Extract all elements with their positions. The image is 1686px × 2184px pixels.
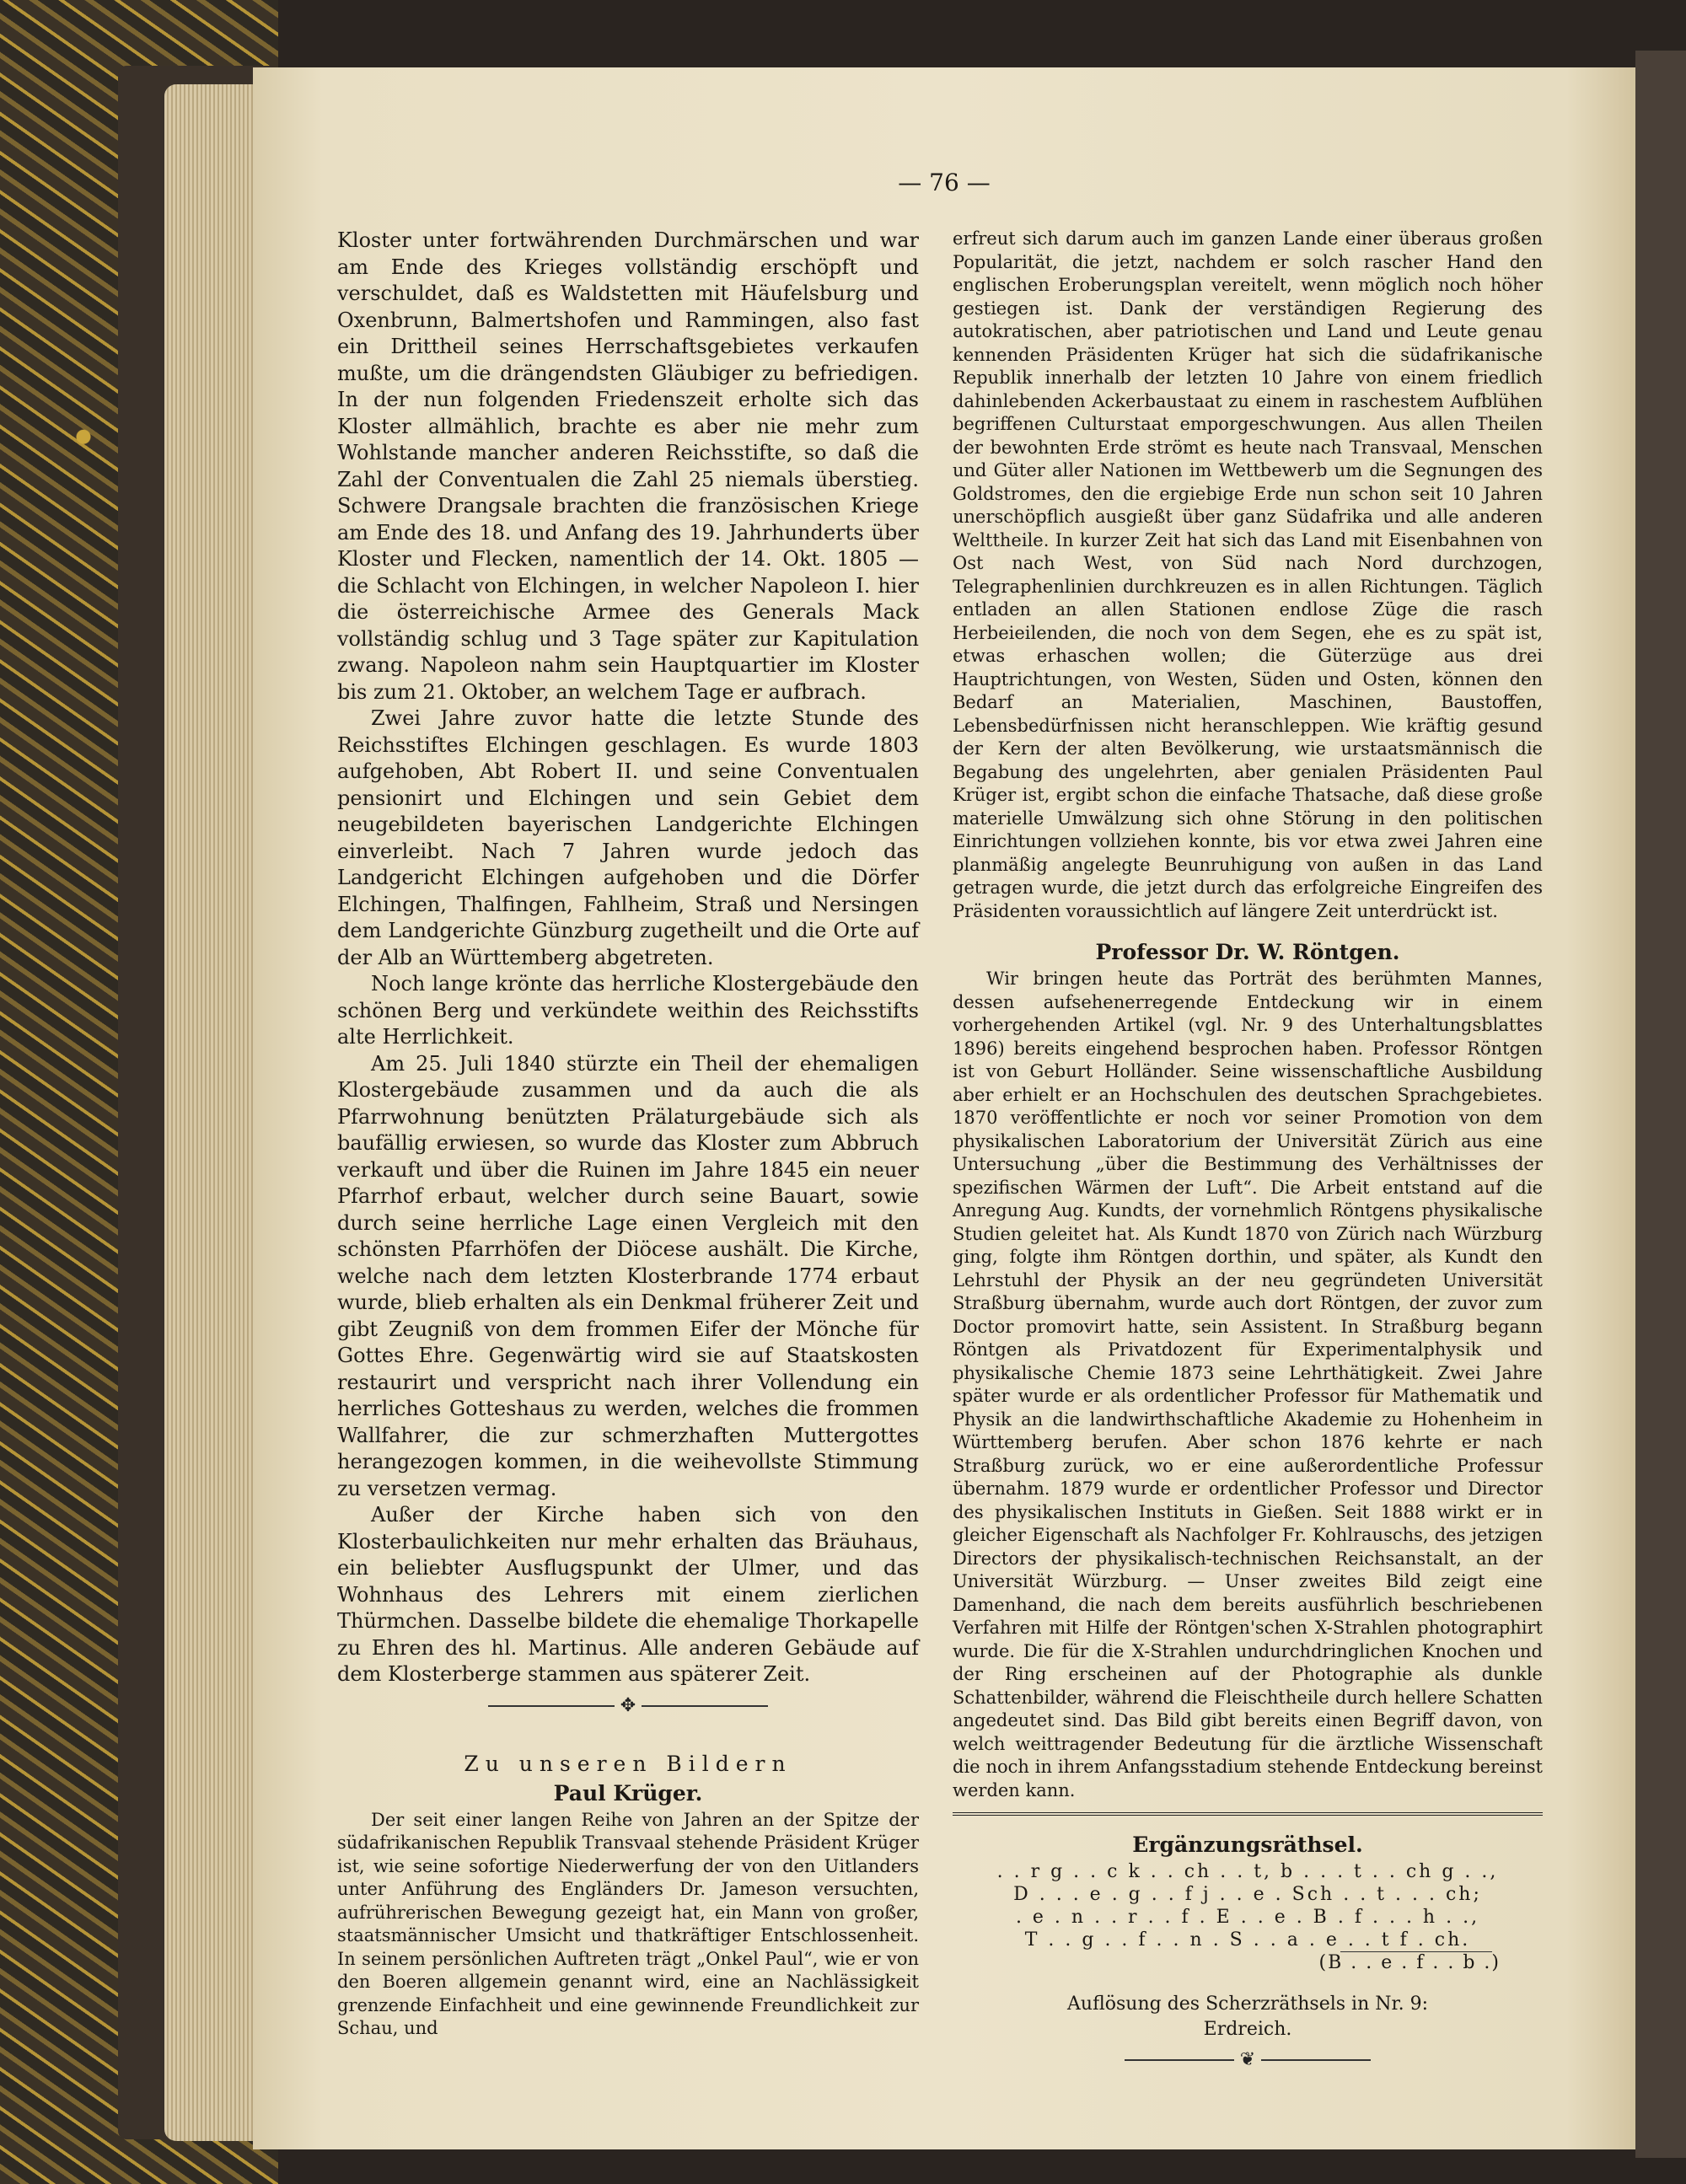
paragraph: Außer der Kirche haben sich von den Klosterbaulichkeiten nur mehr erhalten das Bräuhaus, ein beliebter Ausflugspunkt der Ulmer, und das Wohnhaus des Lehrers mit einem zierlichen Thürmchen. Dasselbe bildete die ehemalige Thorkapelle zu Ehren des hl. Martinus. Alle anderen Gebäude auf dem Klosterberge stammen aus späterer Zeit. (337, 1503, 919, 1686)
double-rule (953, 1812, 1543, 1816)
right-column (953, 228, 1543, 2077)
puzzle-line: . . r g . . c k . . ch . . t, b . . . t . . ch g . ., (996, 1861, 1499, 1882)
ornament-divider: ❦ (953, 2049, 1543, 2070)
article-heading: Professor Dr. W. Röntgen. (1095, 940, 1400, 964)
puzzle-line: T . . g . . f . . n . S . . a . e . . t f . ch. (1024, 1929, 1471, 1951)
puzzle-heading: Ergänzungsräthsel. (1132, 1833, 1363, 1857)
facing-page-edge (1635, 51, 1686, 2158)
puzzle-line: D . . . e . g . . f j . . e . Sch . . t . . . ch; (1013, 1884, 1482, 1905)
solution-label: Auflösung des Scherzräthsels in Nr. 9: (1067, 1994, 1428, 2015)
paragraph: Kloster unter fortwährenden Durchmärschen und war am Ende des Krieges vollständig erschöpft und verschuldet, daß es Waldstetten mit Häufelsburg und Oxenbrunn, Balmertshofen und Rammingen, also fast ein Drittheil seines Herrschaftsgebietes verkaufen mußte, um die drängendsten Gläubiger zu befriedigen. In der nun folgenden Friedenszeit erholte sich das Kloster allmählich, brachte es aber nie mehr zum Wohlstande mancher anderen Reichsstifte, so daß die Zahl der Conventualen die Zahl 25 niemals überstieg. Schwere Drangsale brachten die französischen Kriege am Ende des 18. und Anfang des 19. Jahrhunderts über Kloster und Flecken, namentlich der 14. Okt. 1805 — die Schlacht von Elchingen, in welcher Napoleon I. hier die österreichische Armee des Generals Mack vollständig schlug und 3 Tage später zur Kapitulation zwang. Napoleon nahm sein Hauptquartier im Kloster bis zum 21. Oktober, an welchem Tage er aufbrach. (337, 228, 919, 704)
page-edges (164, 84, 266, 2141)
book-page (253, 67, 1635, 2149)
section-heading: Zu unseren Bildern (464, 1751, 792, 1776)
paragraph: Noch lange krönte das herrliche Klostergebäude den schönen Berg und verkündete weithin des Reichsstifts alte Herrlichkeit. (337, 972, 919, 1049)
left-column (337, 228, 919, 2041)
paragraph: Wir bringen heute das Porträt des berühmten Mannes, dessen aufsehenerregende Entdeckung wir in einem vorhergehenden Artikel (vgl. Nr. 9 des Unterhaltungsblattes 1896) bereits eingehend besprochen haben. Professor Röntgen ist von Geburt Holländer. Seine wissenschaftliche Ausbildung aber erhielt er an Hochschulen des deutschen Sprachgebietes. 1870 veröffentlichte er noch vor seiner Promotion von dem physikalischen Laboratorium der Universität Zürich aus eine Untersuchung „über die Bestimmung des Verhältnisses der spezifischen Wärmen der Luft“. Die Arbeit entstand auf die Anregung Aug. Kundts, der vornehmlich Röntgens physikalische Studien geleitet hat. Als Kundt 1870 von Zürich nach Würzburg ging, folgte ihm Röntgen dorthin, und später, als Kundt den Lehrstuhl der Physik an der neu gegründeten Universität Straßburg übernahm, wurde auch dort Röntgen, der zuvor zum Doctor promovirt hatte, sein Assistent. In Straßburg begann Röntgen als Privatdozent für Experimentalphysik und physikalische Chemie 1873 seine Lehrthätigkeit. Zwei Jahre später wurde er als ordentlicher Professor für Mathematik und Physik an die landwirthschaftliche Akademie zu Hohenheim in Württemberg berufen. Aber schon 1876 kehrte er nach Straßburg zurück, wo er eine außerordentliche Professur übernahm. 1879 wurde er ordentlicher Professor und Director des physikalischen Instituts in Gießen. Seit 1888 wirkt er in gleicher Eigenschaft als Nachfolger Fr. Kohlrauschs, des jetzigen Directors der physikalisch-technischen Reichsanstalt, an der Universität Würzburg. — Unser zweites Bild zeigt eine Damenhand, die nach dem bereits ausführlich beschriebenen Verfahren mit Hilfe der Röntgen'schen X-Strahlen photographirt wurde. Die für die X-Strahlen undurchdringlichen Knochen und der Ring erscheinen auf der Photographie als dunkle Schattenbilder, während die Fleischtheile durch hellere Schatten angedeutet sind. Das Bild gibt bereits einen Begriff davon, von welch weittragender Bedeutung für die ärztliche Wissenschaft die noch in ihrem Anfangsstadium stehende Entdeckung bereinst werden kann. (953, 969, 1543, 1800)
paragraph: Am 25. Juli 1840 stürzte ein Theil der ehemaligen Klostergebäude zusammen und da auch die als Pfarrwohnung benützten Prälaturgebäude sich als baufällig erwiesen, so wurde das Kloster zum Abbruch verkauft und über die Ruinen im Jahre 1845 ein neuer Pfarrhof erbaut, welcher durch seine Bauart, sowie durch seine herrliche Lage einen Vergleich mit den schönsten Pfarrhöfen der Diöcese aushält. Die Kirche, welche nach dem letzten Klosterbrande 1774 erbaut wurde, blieb erhalten als ein Denkmal früherer Zeit und gibt Zeugniß von dem frommen Eifer der Mönche für Gottes Ehre. Gegenwärtig wird sie auf Staatskosten restaurirt und verspricht nach ihrer Vollendung ein herrliches Gotteshaus zu werden, welches die frommen Wallfahrer, die zur schmerzhaften Muttergottes herangezogen kommen, in die weihevollste Stimmung zu versetzen vermag. (337, 1051, 919, 1500)
page-number: — 76 — (898, 169, 991, 196)
solution-answer: Erdreich. (1203, 2019, 1292, 2040)
puzzle-line: . e . n . . r . . f . E . . e . B . f . . . h . ., (1015, 1907, 1480, 1928)
paragraph: Zwei Jahre zuvor hatte die letzte Stunde des Reichsstiftes Elchingen geschlagen. Es wurde 1803 aufgehoben, Abt Robert II. und seine Conventualen pensionirt und Elchingen und sein Gebiet dem neugebildeten bayerischen Landgerichte Elchingen einverleibt. Nach 7 Jahren wurde jedoch das Landgericht Elchingen aufgehoben und die Dörfer Elchingen, Thalfingen, Fahlheim, Straß und Nersingen dem Landgerichte Günzburg zugetheilt und die Orte auf der Alb an Württemberg abgetreten. (337, 706, 919, 969)
ornament-divider: ✥ (337, 1695, 919, 1716)
paragraph: erfreut sich darum auch im ganzen Lande einer überaus großen Popularität, die jetzt, nachdem er solch rascher Hand den englischen Eroberungsplan vereitelt, wenn möglich noch höher gestiegen ist. Dank der verständigen Regierung des autokratischen, aber patriotischen und Land und Leute genau kennenden Präsidenten Krüger hat sich die südafrikanische Republik innerhalb der letzten 10 Jahre von einem friedlich dahinlebenden Ackerbaustaat zu einem in raschestem Aufblühen begriffenen Culturstaat emporgeschwungen. Aus allen Theilen der bewohnten Erde strömt es heute nach Transvaal, Menschen und Güter aller Nationen im Wettbewerb um die Segnungen des Goldstromes, den die ergiebige Erde nun schon seit 10 Jahren unerschöpflich ausgießt über ganz Südafrika und alle anderen Welttheile. In kurzer Zeit hat sich das Land mit Eisenbahnen von Ost nach West, von Süd nach Nord durchzogen, Telegraphenlinien durchkreuzen es in allen Richtungen. Täglich entladen an allen Stationen endlose Züge die rasch Herbeieilenden, die noch von dem Segen, ehe es zu spät ist, etwas erhaschen wollen; die Güterzüge aus drei Hauptrichtungen, von Westen, Süden und Osten, können den Bedarf an Materialien, Maschinen, Baustoffen, Lebensbedürfnissen nicht heranschleppen. Wie kräftig gesund der Kern der alten Bevölkerung, wie urstaatsmännisch die Begabung des ungelehrten, aber genialen Präsidenten Paul Krüger ist, ergibt schon die einfache Thatsache, daß diese große materielle Umwälzung sich ohne Störung in den politischen Einrichtungen vollziehen konnte, bis vor etwa zwei Jahren eine planmäßig angelegte Beunruhigung von außen in das Land getragen wurde, die jetzt durch das erfolgreiche Eingreifen des Präsidenten voraussichtlich auf längere Zeit unterdrückt ist. (953, 228, 1543, 921)
puzzle-answer: (B . . e . f . . b .) (1318, 1952, 1501, 1973)
article-heading: Paul Krüger. (553, 1780, 703, 1806)
paragraph: Der seit einer langen Reihe von Jahren an der Spitze der südafrikanischen Republik Transvaal stehende Präsident Krüger ist, wie seine sofortige Niederwerfung der von den Uitlanders unter Anführung des Engländers Dr. Jameson versuchten, aufrührerischen Bewegung gezeigt hat, ein Mann von großer, staatsmännischer Umsicht und thatkräftiger Entschlossenheit. In seinem persönlichen Auftreten trägt „Onkel Paul“, wie er von den Boeren allgemein genannt wird, eine an Nachlässigkeit grenzende Einfachheit und eine gewinnende Freundlichkeit zur Schau, und (337, 1809, 919, 2038)
